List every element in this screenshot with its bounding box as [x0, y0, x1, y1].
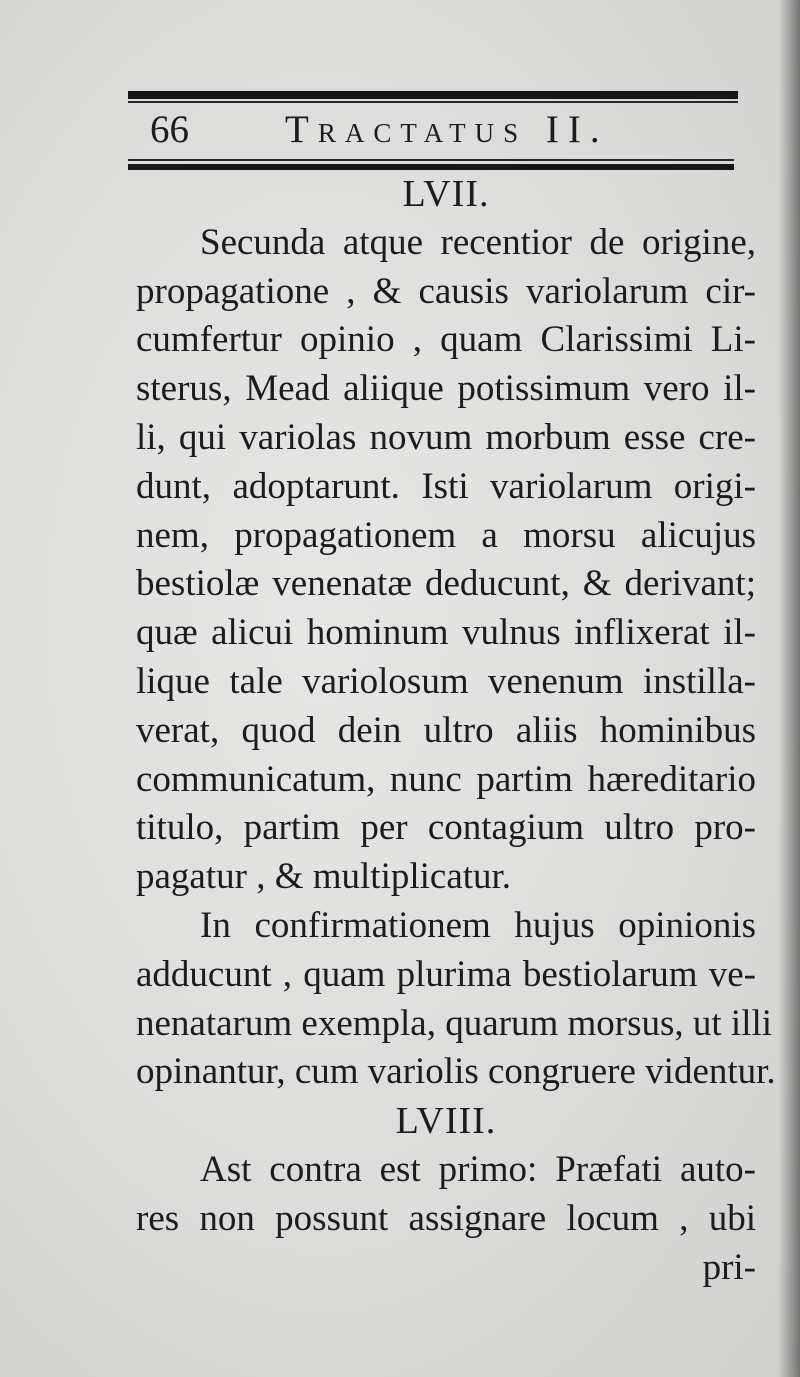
- text-line: nem, propagationem a morsu alicujus: [136, 514, 756, 556]
- section-heading: LVII.: [402, 173, 490, 215]
- text-line: nenatarum exempla, quarum morsus, ut illi: [136, 1002, 773, 1044]
- text-line: adducunt , quam plurima bestiolarum ve-: [136, 953, 756, 995]
- text-line: dunt, adoptarunt. Isti variolarum origi-: [136, 465, 756, 507]
- text-line: In confirmationem hujus opinionis: [200, 904, 756, 946]
- text-line: propagatione , & causis variolarum cir-: [136, 270, 756, 312]
- text-line: li, qui variolas novum morbum esse cre-: [136, 416, 756, 458]
- header-rule-top-thin: [128, 101, 738, 103]
- header-rule-bottom-thin: [128, 159, 734, 161]
- text-line: cumfertur opinio , quam Clarissimi Li-: [136, 319, 756, 361]
- text-line: sterus, Mead aliique potissimum vero il-: [136, 368, 756, 410]
- text-line: titulo, partim per contagium ultro pro-: [136, 807, 756, 849]
- text-block: [136, 170, 776, 1292]
- text-line: Secunda atque recentior de origine,: [200, 221, 756, 263]
- header-rule-top: [128, 91, 738, 99]
- section-heading: LVIII.: [395, 1100, 497, 1143]
- running-header: [150, 104, 730, 156]
- running-title: Tractatus II.: [285, 108, 609, 151]
- page-number: 66: [150, 108, 189, 151]
- text-line: communicatum, nunc partim hæreditario: [136, 758, 756, 800]
- text-line: verat, quod dein ultro aliis hominibus: [136, 709, 756, 751]
- text-line: lique tale variolosum venenum instilla-: [136, 660, 756, 702]
- text-line: opinantur, cum variolis congruere videntur.: [136, 1051, 776, 1093]
- text-line: bestiolæ venenatæ deducunt, & derivant;: [136, 563, 756, 605]
- text-line: quæ alicui hominum vulnus inflixerat il-: [136, 612, 756, 654]
- text-line: Ast contra est primo: Præfati auto-: [200, 1148, 756, 1190]
- text-line: pagatur , & multiplicatur.: [136, 856, 512, 898]
- page-edge-shadow: [778, 0, 800, 1377]
- text-line: res non possunt assignare locum , ubi: [136, 1197, 756, 1239]
- text-line: pri-: [702, 1246, 756, 1288]
